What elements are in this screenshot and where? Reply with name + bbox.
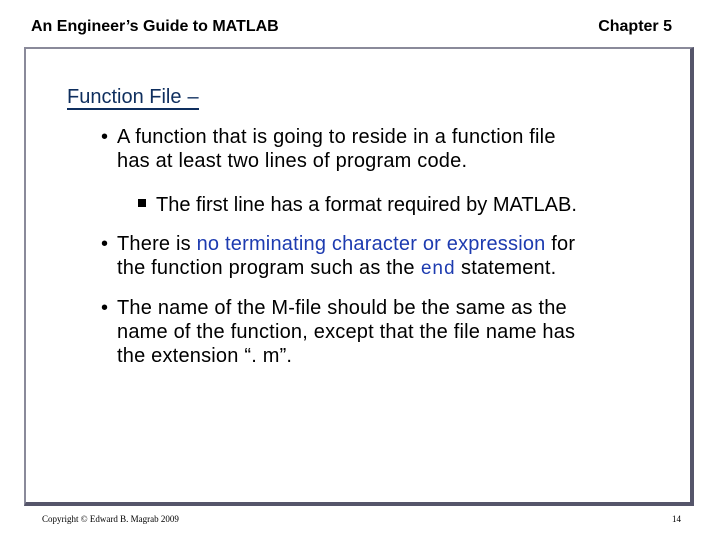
- bullet-dot: •: [101, 233, 109, 255]
- bullet-2-post: for: [545, 233, 576, 255]
- bullet-3: [101, 296, 575, 368]
- bullet-2-line-2-pre: the function program such as the: [117, 257, 421, 279]
- bullet-2-line-2: [101, 256, 575, 281]
- bullet-dot: •: [101, 297, 109, 319]
- bullet-3-line-2: name of the function, except that the file name has: [117, 321, 576, 343]
- bullet-1: [101, 125, 556, 173]
- bullet-2-line-2-post: statement.: [455, 257, 557, 279]
- sub-bullet-1: [138, 193, 577, 217]
- slide-title-text: Function File: [67, 86, 182, 108]
- bullet-dot: •: [101, 126, 109, 148]
- bullet-1-line-2: has at least two lines of program code.: [117, 150, 468, 172]
- square-bullet-icon: [138, 199, 146, 207]
- bullet-2-highlight: no terminating character or expression: [196, 233, 546, 255]
- bullet-2-pre: There is: [117, 233, 197, 255]
- slide-title: [67, 86, 199, 110]
- slide-title-dash: –: [187, 86, 199, 108]
- bullet-1-line-1: A function that is going to reside in a function file: [117, 126, 556, 148]
- bullet-3-line-1: The name of the M-file should be the same as the: [117, 297, 567, 319]
- bullet-3-line-3: the extension “. m”.: [117, 345, 293, 367]
- footer-copyright: Copyright © Edward B. Magrab 2009: [42, 514, 179, 524]
- header-chapter: Chapter 5: [598, 18, 672, 35]
- bullet-2: [101, 232, 575, 281]
- sub-bullet-1-text: The first line has a format required by MATLAB.: [156, 194, 577, 216]
- header-book-title: An Engineer’s Guide to MATLAB: [31, 18, 279, 35]
- bullet-2-code: end: [420, 258, 456, 280]
- footer-page-number: 14: [672, 514, 681, 524]
